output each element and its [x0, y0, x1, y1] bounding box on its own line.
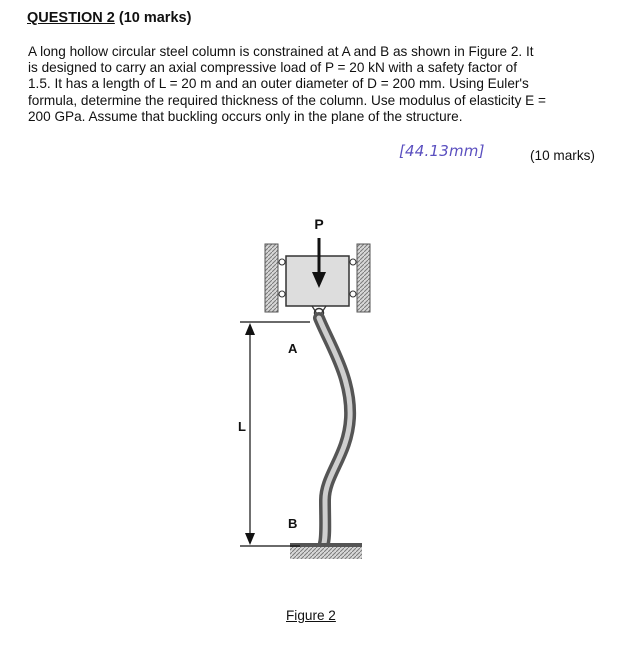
figure-caption: Figure 2 [286, 608, 336, 623]
question-marks: (10 marks) [118, 10, 192, 26]
right-wall [357, 244, 370, 312]
roller [279, 291, 285, 297]
roller [350, 291, 356, 297]
support-a-label: A [288, 341, 298, 356]
load-label: P [314, 216, 324, 232]
dimension-arrow-top [245, 323, 255, 335]
roller [279, 259, 285, 265]
left-wall [265, 244, 278, 312]
roller [350, 259, 356, 265]
support-b-label: B [288, 516, 298, 531]
dimension-arrow-bottom [245, 533, 255, 545]
question-number: QUESTION 2 [27, 10, 115, 26]
body-line: 200 GPa. Assume that buckling occurs only in the plane of the structure. [28, 108, 463, 124]
handwritten-answer: [44.13mm] [399, 142, 485, 160]
body-line: 1.5. It has a length of L = 20 m and an outer diameter of D = 200 mm. Using Euler's [28, 76, 529, 92]
fixed-base [290, 543, 362, 547]
length-label: L [238, 419, 246, 434]
side-marks: (10 marks) [530, 148, 595, 163]
body-line: A long hollow circular steel column is constrained at A and B as shown in Figure 2. It [28, 44, 534, 59]
body-line: formula, determine the required thickness of the column. Use modulus of elasticity E = [28, 92, 546, 108]
body-line: is designed to carry an axial compressive load of P = 20 kN with a safety factor of [28, 60, 517, 76]
base-hatch [290, 547, 362, 559]
